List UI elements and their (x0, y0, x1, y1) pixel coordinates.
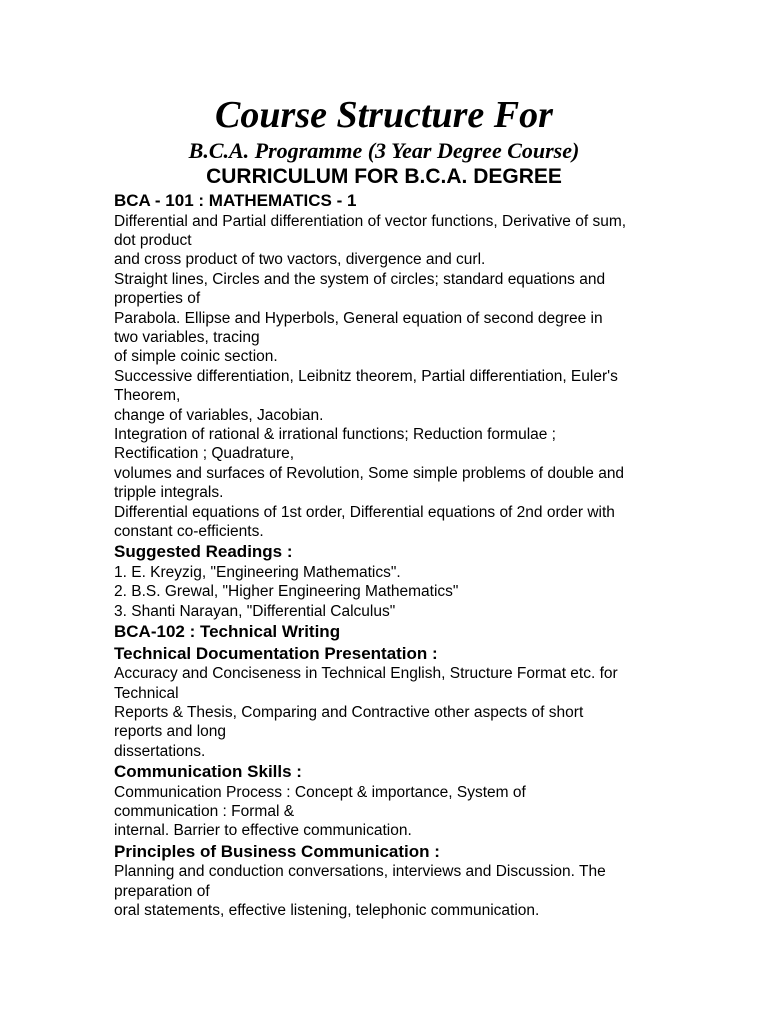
curriculum-heading: CURRICULUM FOR B.C.A. DEGREE (206, 165, 562, 188)
curriculum-body (114, 190, 674, 921)
body-line: Accuracy and Conciseness in Technical English, Structure Format etc. for (114, 665, 618, 683)
section-heading-suggested-readings: Suggested Readings : (114, 542, 293, 562)
section-heading-communication-skills: Communication Skills : (114, 762, 302, 782)
body-line: Planning and conduction conversations, interviews and Discussion. The (114, 863, 606, 881)
body-line: Successive differentiation, Leibnitz theorem, Partial differentiation, Euler's (114, 367, 618, 385)
body-line: oral statements, effective listening, telephonic communication. (114, 902, 540, 920)
body-line: constant co-efficients. (114, 523, 264, 540)
body-line: change of variables, Jacobian. (114, 406, 324, 424)
reading-item: 2. B.S. Grewal, "Higher Engineering Mathematics" (114, 583, 459, 601)
body-line: preparation of (114, 882, 210, 900)
body-line: Theorem, (114, 387, 181, 405)
body-line: Technical (114, 684, 179, 702)
body-line: internal. Barrier to effective communication. (114, 822, 412, 840)
body-line: Differential and Partial differentiation of vector functions, Derivative of sum, (114, 212, 627, 230)
page-title: Course Structure For (215, 94, 553, 136)
body-line: Integration of rational & irrational functions; Reduction formulae ; (114, 425, 556, 443)
body-line: dot product (114, 231, 192, 249)
body-line: dissertations. (114, 742, 206, 760)
body-line: Differential equations of 1st order, Differential equations of 2nd order with (114, 503, 615, 521)
body-line: Communication Process : Concept & importance, System of (114, 783, 526, 801)
section-heading-business-communication: Principles of Business Communication : (114, 841, 440, 861)
body-line: properties of (114, 290, 201, 308)
page-subtitle: B.C.A. Programme (3 Year Degree Course) (188, 138, 580, 163)
reading-item: 3. Shanti Narayan, "Differential Calculus" (114, 602, 396, 620)
body-line: communication : Formal & (114, 803, 295, 821)
body-line: reports and long (114, 723, 227, 741)
section-heading-technical-documentation: Technical Documentation Presentation : (114, 643, 438, 663)
body-line: tripple integrals. (114, 484, 224, 502)
body-line: two variables, tracing (114, 328, 260, 346)
body-line: volumes and surfaces of Revolution, Some simple problems of double and (114, 464, 625, 482)
body-line: Rectification ; Quadrature, (114, 445, 295, 463)
section-heading-bca-102: BCA-102 : Technical Writing (114, 622, 341, 642)
reading-item: 1. E. Kreyzig, "Engineering Mathematics". (114, 563, 401, 581)
body-line: of simple coinic section. (114, 348, 278, 366)
body-line: Straight lines, Circles and the system of circles; standard equations and (114, 270, 606, 288)
section-heading-bca-101: BCA - 101 : MATHEMATICS - 1 (114, 191, 357, 210)
body-line: Reports & Thesis, Comparing and Contractive other aspects of short (114, 703, 584, 721)
body-line: Parabola. Ellipse and Hyperbols, General equation of second degree in (114, 309, 603, 327)
body-line: and cross product of two vactors, divergence and curl. (114, 251, 486, 269)
